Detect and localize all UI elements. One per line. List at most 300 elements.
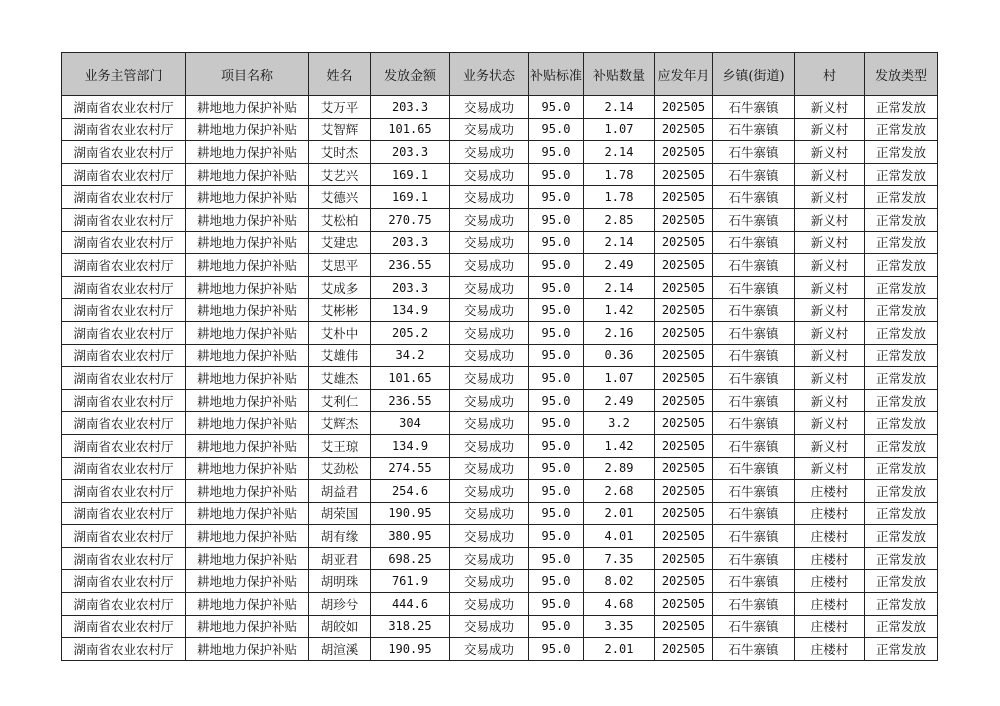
cell-project-name: 耕地地力保护补贴 (186, 638, 309, 661)
cell-status: 交易成功 (450, 593, 529, 616)
cell-status: 交易成功 (450, 434, 529, 457)
cell-department: 湖南省农业农村厅 (62, 96, 186, 119)
cell-township: 石牛寨镇 (713, 276, 795, 299)
cell-village: 新义村 (795, 434, 865, 457)
cell-period: 202505 (655, 367, 713, 390)
cell-amount: 304 (371, 412, 450, 435)
cell-status: 交易成功 (450, 525, 529, 548)
cell-project-name: 耕地地力保护补贴 (186, 208, 309, 231)
cell-standard: 95.0 (529, 208, 584, 231)
cell-payout-type: 正常发放 (865, 96, 938, 119)
cell-village: 新义村 (795, 254, 865, 277)
cell-period: 202505 (655, 231, 713, 254)
cell-standard: 95.0 (529, 593, 584, 616)
cell-township: 石牛寨镇 (713, 344, 795, 367)
cell-amount: 205.2 (371, 321, 450, 344)
table-row (62, 570, 938, 593)
cell-period: 202505 (655, 547, 713, 570)
cell-name: 艾成多 (309, 276, 371, 299)
cell-township: 石牛寨镇 (713, 570, 795, 593)
cell-quantity: 2.68 (584, 480, 655, 503)
cell-standard: 95.0 (529, 457, 584, 480)
table-row (62, 389, 938, 412)
cell-quantity: 2.14 (584, 141, 655, 164)
header-department: 业务主管部门 (62, 53, 186, 96)
cell-name: 艾雄伟 (309, 344, 371, 367)
cell-period: 202505 (655, 276, 713, 299)
cell-standard: 95.0 (529, 321, 584, 344)
cell-township: 石牛寨镇 (713, 141, 795, 164)
cell-name: 艾思平 (309, 254, 371, 277)
cell-status: 交易成功 (450, 299, 529, 322)
cell-quantity: 3.35 (584, 615, 655, 638)
table-header-row (62, 53, 938, 96)
cell-quantity: 2.14 (584, 231, 655, 254)
cell-department: 湖南省农业农村厅 (62, 525, 186, 548)
table-row (62, 412, 938, 435)
cell-period: 202505 (655, 525, 713, 548)
cell-payout-type: 正常发放 (865, 163, 938, 186)
cell-project-name: 耕地地力保护补贴 (186, 118, 309, 141)
table-row (62, 547, 938, 570)
table-row (62, 457, 938, 480)
cell-amount: 203.3 (371, 141, 450, 164)
cell-township: 石牛寨镇 (713, 525, 795, 548)
cell-department: 湖南省农业农村厅 (62, 299, 186, 322)
table-row (62, 163, 938, 186)
table-row (62, 344, 938, 367)
cell-village: 新义村 (795, 412, 865, 435)
cell-standard: 95.0 (529, 547, 584, 570)
cell-department: 湖南省农业农村厅 (62, 141, 186, 164)
cell-name: 胡荣国 (309, 502, 371, 525)
cell-period: 202505 (655, 457, 713, 480)
cell-project-name: 耕地地力保护补贴 (186, 299, 309, 322)
table-row (62, 208, 938, 231)
cell-amount: 254.6 (371, 480, 450, 503)
cell-department: 湖南省农业农村厅 (62, 593, 186, 616)
cell-amount: 34.2 (371, 344, 450, 367)
cell-amount: 318.25 (371, 615, 450, 638)
cell-amount: 101.65 (371, 118, 450, 141)
cell-department: 湖南省农业农村厅 (62, 502, 186, 525)
table-row (62, 254, 938, 277)
cell-township: 石牛寨镇 (713, 254, 795, 277)
cell-payout-type: 正常发放 (865, 615, 938, 638)
cell-name: 艾建忠 (309, 231, 371, 254)
cell-status: 交易成功 (450, 96, 529, 119)
cell-name: 胡明珠 (309, 570, 371, 593)
cell-standard: 95.0 (529, 276, 584, 299)
cell-quantity: 2.16 (584, 321, 655, 344)
table-row (62, 141, 938, 164)
cell-period: 202505 (655, 118, 713, 141)
cell-payout-type: 正常发放 (865, 299, 938, 322)
cell-department: 湖南省农业农村厅 (62, 344, 186, 367)
cell-status: 交易成功 (450, 570, 529, 593)
cell-period: 202505 (655, 502, 713, 525)
cell-payout-type: 正常发放 (865, 593, 938, 616)
cell-standard: 95.0 (529, 525, 584, 548)
cell-village: 新义村 (795, 344, 865, 367)
cell-project-name: 耕地地力保护补贴 (186, 231, 309, 254)
cell-amount: 169.1 (371, 186, 450, 209)
cell-payout-type: 正常发放 (865, 254, 938, 277)
table-row (62, 367, 938, 390)
cell-name: 艾艺兴 (309, 163, 371, 186)
cell-quantity: 4.68 (584, 593, 655, 616)
cell-project-name: 耕地地力保护补贴 (186, 367, 309, 390)
cell-village: 庄楼村 (795, 593, 865, 616)
cell-quantity: 1.42 (584, 434, 655, 457)
cell-payout-type: 正常发放 (865, 525, 938, 548)
cell-amount: 270.75 (371, 208, 450, 231)
cell-township: 石牛寨镇 (713, 321, 795, 344)
cell-village: 庄楼村 (795, 480, 865, 503)
table-row (62, 96, 938, 119)
cell-village: 新义村 (795, 231, 865, 254)
cell-department: 湖南省农业农村厅 (62, 547, 186, 570)
cell-quantity: 2.14 (584, 276, 655, 299)
cell-township: 石牛寨镇 (713, 547, 795, 570)
cell-quantity: 1.07 (584, 367, 655, 390)
cell-period: 202505 (655, 163, 713, 186)
cell-status: 交易成功 (450, 186, 529, 209)
cell-project-name: 耕地地力保护补贴 (186, 141, 309, 164)
table-row (62, 502, 938, 525)
cell-village: 新义村 (795, 321, 865, 344)
cell-project-name: 耕地地力保护补贴 (186, 163, 309, 186)
cell-status: 交易成功 (450, 457, 529, 480)
table-row (62, 615, 938, 638)
cell-township: 石牛寨镇 (713, 638, 795, 661)
cell-status: 交易成功 (450, 412, 529, 435)
cell-standard: 95.0 (529, 254, 584, 277)
cell-period: 202505 (655, 638, 713, 661)
cell-village: 新义村 (795, 118, 865, 141)
cell-department: 湖南省农业农村厅 (62, 457, 186, 480)
cell-name: 艾王琼 (309, 434, 371, 457)
cell-period: 202505 (655, 344, 713, 367)
cell-quantity: 2.49 (584, 389, 655, 412)
cell-name: 艾辉杰 (309, 412, 371, 435)
cell-name: 艾朴中 (309, 321, 371, 344)
cell-project-name: 耕地地力保护补贴 (186, 525, 309, 548)
cell-payout-type: 正常发放 (865, 344, 938, 367)
cell-project-name: 耕地地力保护补贴 (186, 96, 309, 119)
cell-project-name: 耕地地力保护补贴 (186, 186, 309, 209)
cell-department: 湖南省农业农村厅 (62, 231, 186, 254)
cell-village: 庄楼村 (795, 638, 865, 661)
cell-department: 湖南省农业农村厅 (62, 321, 186, 344)
cell-standard: 95.0 (529, 186, 584, 209)
cell-status: 交易成功 (450, 344, 529, 367)
header-project-name: 项目名称 (186, 53, 309, 96)
cell-payout-type: 正常发放 (865, 208, 938, 231)
cell-status: 交易成功 (450, 231, 529, 254)
cell-amount: 101.65 (371, 367, 450, 390)
cell-payout-type: 正常发放 (865, 547, 938, 570)
cell-status: 交易成功 (450, 389, 529, 412)
cell-department: 湖南省农业农村厅 (62, 615, 186, 638)
cell-department: 湖南省农业农村厅 (62, 389, 186, 412)
cell-period: 202505 (655, 141, 713, 164)
cell-amount: 274.55 (371, 457, 450, 480)
cell-status: 交易成功 (450, 638, 529, 661)
cell-project-name: 耕地地力保护补贴 (186, 502, 309, 525)
cell-amount: 134.9 (371, 434, 450, 457)
cell-department: 湖南省农业农村厅 (62, 186, 186, 209)
cell-payout-type: 正常发放 (865, 141, 938, 164)
cell-project-name: 耕地地力保护补贴 (186, 412, 309, 435)
cell-payout-type: 正常发放 (865, 457, 938, 480)
cell-amount: 761.9 (371, 570, 450, 593)
cell-name: 艾德兴 (309, 186, 371, 209)
cell-standard: 95.0 (529, 299, 584, 322)
cell-township: 石牛寨镇 (713, 412, 795, 435)
cell-standard: 95.0 (529, 163, 584, 186)
cell-period: 202505 (655, 299, 713, 322)
cell-quantity: 2.01 (584, 638, 655, 661)
cell-period: 202505 (655, 593, 713, 616)
cell-village: 庄楼村 (795, 615, 865, 638)
cell-amount: 203.3 (371, 96, 450, 119)
cell-standard: 95.0 (529, 96, 584, 119)
cell-township: 石牛寨镇 (713, 163, 795, 186)
cell-amount: 203.3 (371, 276, 450, 299)
cell-township: 石牛寨镇 (713, 593, 795, 616)
cell-quantity: 3.2 (584, 412, 655, 435)
cell-department: 湖南省农业农村厅 (62, 412, 186, 435)
cell-project-name: 耕地地力保护补贴 (186, 434, 309, 457)
cell-amount: 134.9 (371, 299, 450, 322)
cell-status: 交易成功 (450, 163, 529, 186)
cell-name: 胡亚君 (309, 547, 371, 570)
cell-township: 石牛寨镇 (713, 434, 795, 457)
cell-amount: 190.95 (371, 502, 450, 525)
cell-standard: 95.0 (529, 638, 584, 661)
table-row (62, 299, 938, 322)
cell-name: 胡益君 (309, 480, 371, 503)
cell-name: 胡有缘 (309, 525, 371, 548)
cell-payout-type: 正常发放 (865, 389, 938, 412)
cell-quantity: 1.42 (584, 299, 655, 322)
cell-township: 石牛寨镇 (713, 502, 795, 525)
cell-village: 新义村 (795, 367, 865, 390)
cell-payout-type: 正常发放 (865, 412, 938, 435)
cell-period: 202505 (655, 321, 713, 344)
cell-department: 湖南省农业农村厅 (62, 570, 186, 593)
cell-village: 新义村 (795, 299, 865, 322)
cell-village: 庄楼村 (795, 502, 865, 525)
cell-quantity: 2.49 (584, 254, 655, 277)
cell-township: 石牛寨镇 (713, 389, 795, 412)
cell-department: 湖南省农业农村厅 (62, 163, 186, 186)
cell-township: 石牛寨镇 (713, 367, 795, 390)
cell-name: 艾万平 (309, 96, 371, 119)
cell-status: 交易成功 (450, 276, 529, 299)
cell-quantity: 1.07 (584, 118, 655, 141)
cell-period: 202505 (655, 254, 713, 277)
table-row (62, 638, 938, 661)
cell-department: 湖南省农业农村厅 (62, 118, 186, 141)
cell-township: 石牛寨镇 (713, 480, 795, 503)
cell-name: 艾智辉 (309, 118, 371, 141)
cell-project-name: 耕地地力保护补贴 (186, 547, 309, 570)
cell-name: 胡珍兮 (309, 593, 371, 616)
cell-status: 交易成功 (450, 480, 529, 503)
cell-standard: 95.0 (529, 344, 584, 367)
header-standard: 补贴标准 (529, 53, 584, 96)
cell-standard: 95.0 (529, 412, 584, 435)
cell-name: 胡皎如 (309, 615, 371, 638)
header-payout-type: 发放类型 (865, 53, 938, 96)
cell-amount: 203.3 (371, 231, 450, 254)
cell-village: 新义村 (795, 163, 865, 186)
cell-department: 湖南省农业农村厅 (62, 480, 186, 503)
cell-quantity: 2.14 (584, 96, 655, 119)
header-village: 村 (795, 53, 865, 96)
cell-status: 交易成功 (450, 502, 529, 525)
subsidy-table (61, 52, 938, 661)
cell-status: 交易成功 (450, 547, 529, 570)
cell-standard: 95.0 (529, 480, 584, 503)
cell-payout-type: 正常发放 (865, 186, 938, 209)
cell-township: 石牛寨镇 (713, 118, 795, 141)
cell-township: 石牛寨镇 (713, 457, 795, 480)
cell-period: 202505 (655, 389, 713, 412)
cell-amount: 698.25 (371, 547, 450, 570)
cell-standard: 95.0 (529, 389, 584, 412)
cell-project-name: 耕地地力保护补贴 (186, 344, 309, 367)
table-row (62, 480, 938, 503)
cell-period: 202505 (655, 434, 713, 457)
cell-township: 石牛寨镇 (713, 96, 795, 119)
cell-status: 交易成功 (450, 141, 529, 164)
table-row (62, 186, 938, 209)
cell-project-name: 耕地地力保护补贴 (186, 389, 309, 412)
cell-period: 202505 (655, 186, 713, 209)
cell-standard: 95.0 (529, 231, 584, 254)
cell-township: 石牛寨镇 (713, 208, 795, 231)
cell-village: 庄楼村 (795, 547, 865, 570)
cell-project-name: 耕地地力保护补贴 (186, 321, 309, 344)
cell-village: 新义村 (795, 457, 865, 480)
table-row (62, 231, 938, 254)
cell-department: 湖南省农业农村厅 (62, 434, 186, 457)
cell-quantity: 2.85 (584, 208, 655, 231)
cell-period: 202505 (655, 570, 713, 593)
cell-village: 新义村 (795, 96, 865, 119)
cell-quantity: 4.01 (584, 525, 655, 548)
cell-period: 202505 (655, 615, 713, 638)
cell-village: 新义村 (795, 186, 865, 209)
cell-standard: 95.0 (529, 434, 584, 457)
cell-village: 新义村 (795, 389, 865, 412)
cell-name: 艾劲松 (309, 457, 371, 480)
cell-payout-type: 正常发放 (865, 570, 938, 593)
cell-quantity: 1.78 (584, 163, 655, 186)
cell-village: 新义村 (795, 276, 865, 299)
cell-payout-type: 正常发放 (865, 231, 938, 254)
cell-village: 新义村 (795, 141, 865, 164)
cell-quantity: 2.89 (584, 457, 655, 480)
cell-department: 湖南省农业农村厅 (62, 276, 186, 299)
cell-quantity: 8.02 (584, 570, 655, 593)
cell-payout-type: 正常发放 (865, 367, 938, 390)
header-amount: 发放金额 (371, 53, 450, 96)
cell-quantity: 2.01 (584, 502, 655, 525)
cell-department: 湖南省农业农村厅 (62, 208, 186, 231)
cell-status: 交易成功 (450, 367, 529, 390)
cell-project-name: 耕地地力保护补贴 (186, 254, 309, 277)
header-period: 应发年月 (655, 53, 713, 96)
cell-quantity: 7.35 (584, 547, 655, 570)
table-row (62, 525, 938, 548)
cell-payout-type: 正常发放 (865, 118, 938, 141)
cell-standard: 95.0 (529, 141, 584, 164)
cell-township: 石牛寨镇 (713, 231, 795, 254)
table-row (62, 434, 938, 457)
cell-payout-type: 正常发放 (865, 480, 938, 503)
cell-period: 202505 (655, 96, 713, 119)
table-body (62, 96, 938, 661)
cell-name: 艾彬彬 (309, 299, 371, 322)
cell-amount: 380.95 (371, 525, 450, 548)
cell-standard: 95.0 (529, 118, 584, 141)
cell-project-name: 耕地地力保护补贴 (186, 615, 309, 638)
table-row (62, 321, 938, 344)
cell-status: 交易成功 (450, 321, 529, 344)
cell-period: 202505 (655, 412, 713, 435)
cell-village: 庄楼村 (795, 525, 865, 548)
cell-payout-type: 正常发放 (865, 276, 938, 299)
cell-amount: 444.6 (371, 593, 450, 616)
cell-project-name: 耕地地力保护补贴 (186, 570, 309, 593)
cell-department: 湖南省农业农村厅 (62, 638, 186, 661)
cell-village: 庄楼村 (795, 570, 865, 593)
cell-payout-type: 正常发放 (865, 638, 938, 661)
cell-quantity: 0.36 (584, 344, 655, 367)
cell-amount: 236.55 (371, 389, 450, 412)
cell-project-name: 耕地地力保护补贴 (186, 276, 309, 299)
cell-department: 湖南省农业农村厅 (62, 367, 186, 390)
cell-standard: 95.0 (529, 615, 584, 638)
table-row (62, 276, 938, 299)
cell-payout-type: 正常发放 (865, 434, 938, 457)
cell-payout-type: 正常发放 (865, 502, 938, 525)
cell-status: 交易成功 (450, 615, 529, 638)
cell-name: 艾利仁 (309, 389, 371, 412)
cell-name: 艾松柏 (309, 208, 371, 231)
cell-quantity: 1.78 (584, 186, 655, 209)
cell-standard: 95.0 (529, 502, 584, 525)
header-name: 姓名 (309, 53, 371, 96)
table-row (62, 118, 938, 141)
cell-name: 艾雄杰 (309, 367, 371, 390)
cell-village: 新义村 (795, 208, 865, 231)
subsidy-table-sheet (61, 52, 938, 661)
cell-period: 202505 (655, 480, 713, 503)
cell-name: 艾时杰 (309, 141, 371, 164)
cell-project-name: 耕地地力保护补贴 (186, 457, 309, 480)
cell-township: 石牛寨镇 (713, 299, 795, 322)
cell-status: 交易成功 (450, 254, 529, 277)
cell-amount: 190.95 (371, 638, 450, 661)
cell-standard: 95.0 (529, 367, 584, 390)
cell-name: 胡渲溪 (309, 638, 371, 661)
cell-township: 石牛寨镇 (713, 186, 795, 209)
